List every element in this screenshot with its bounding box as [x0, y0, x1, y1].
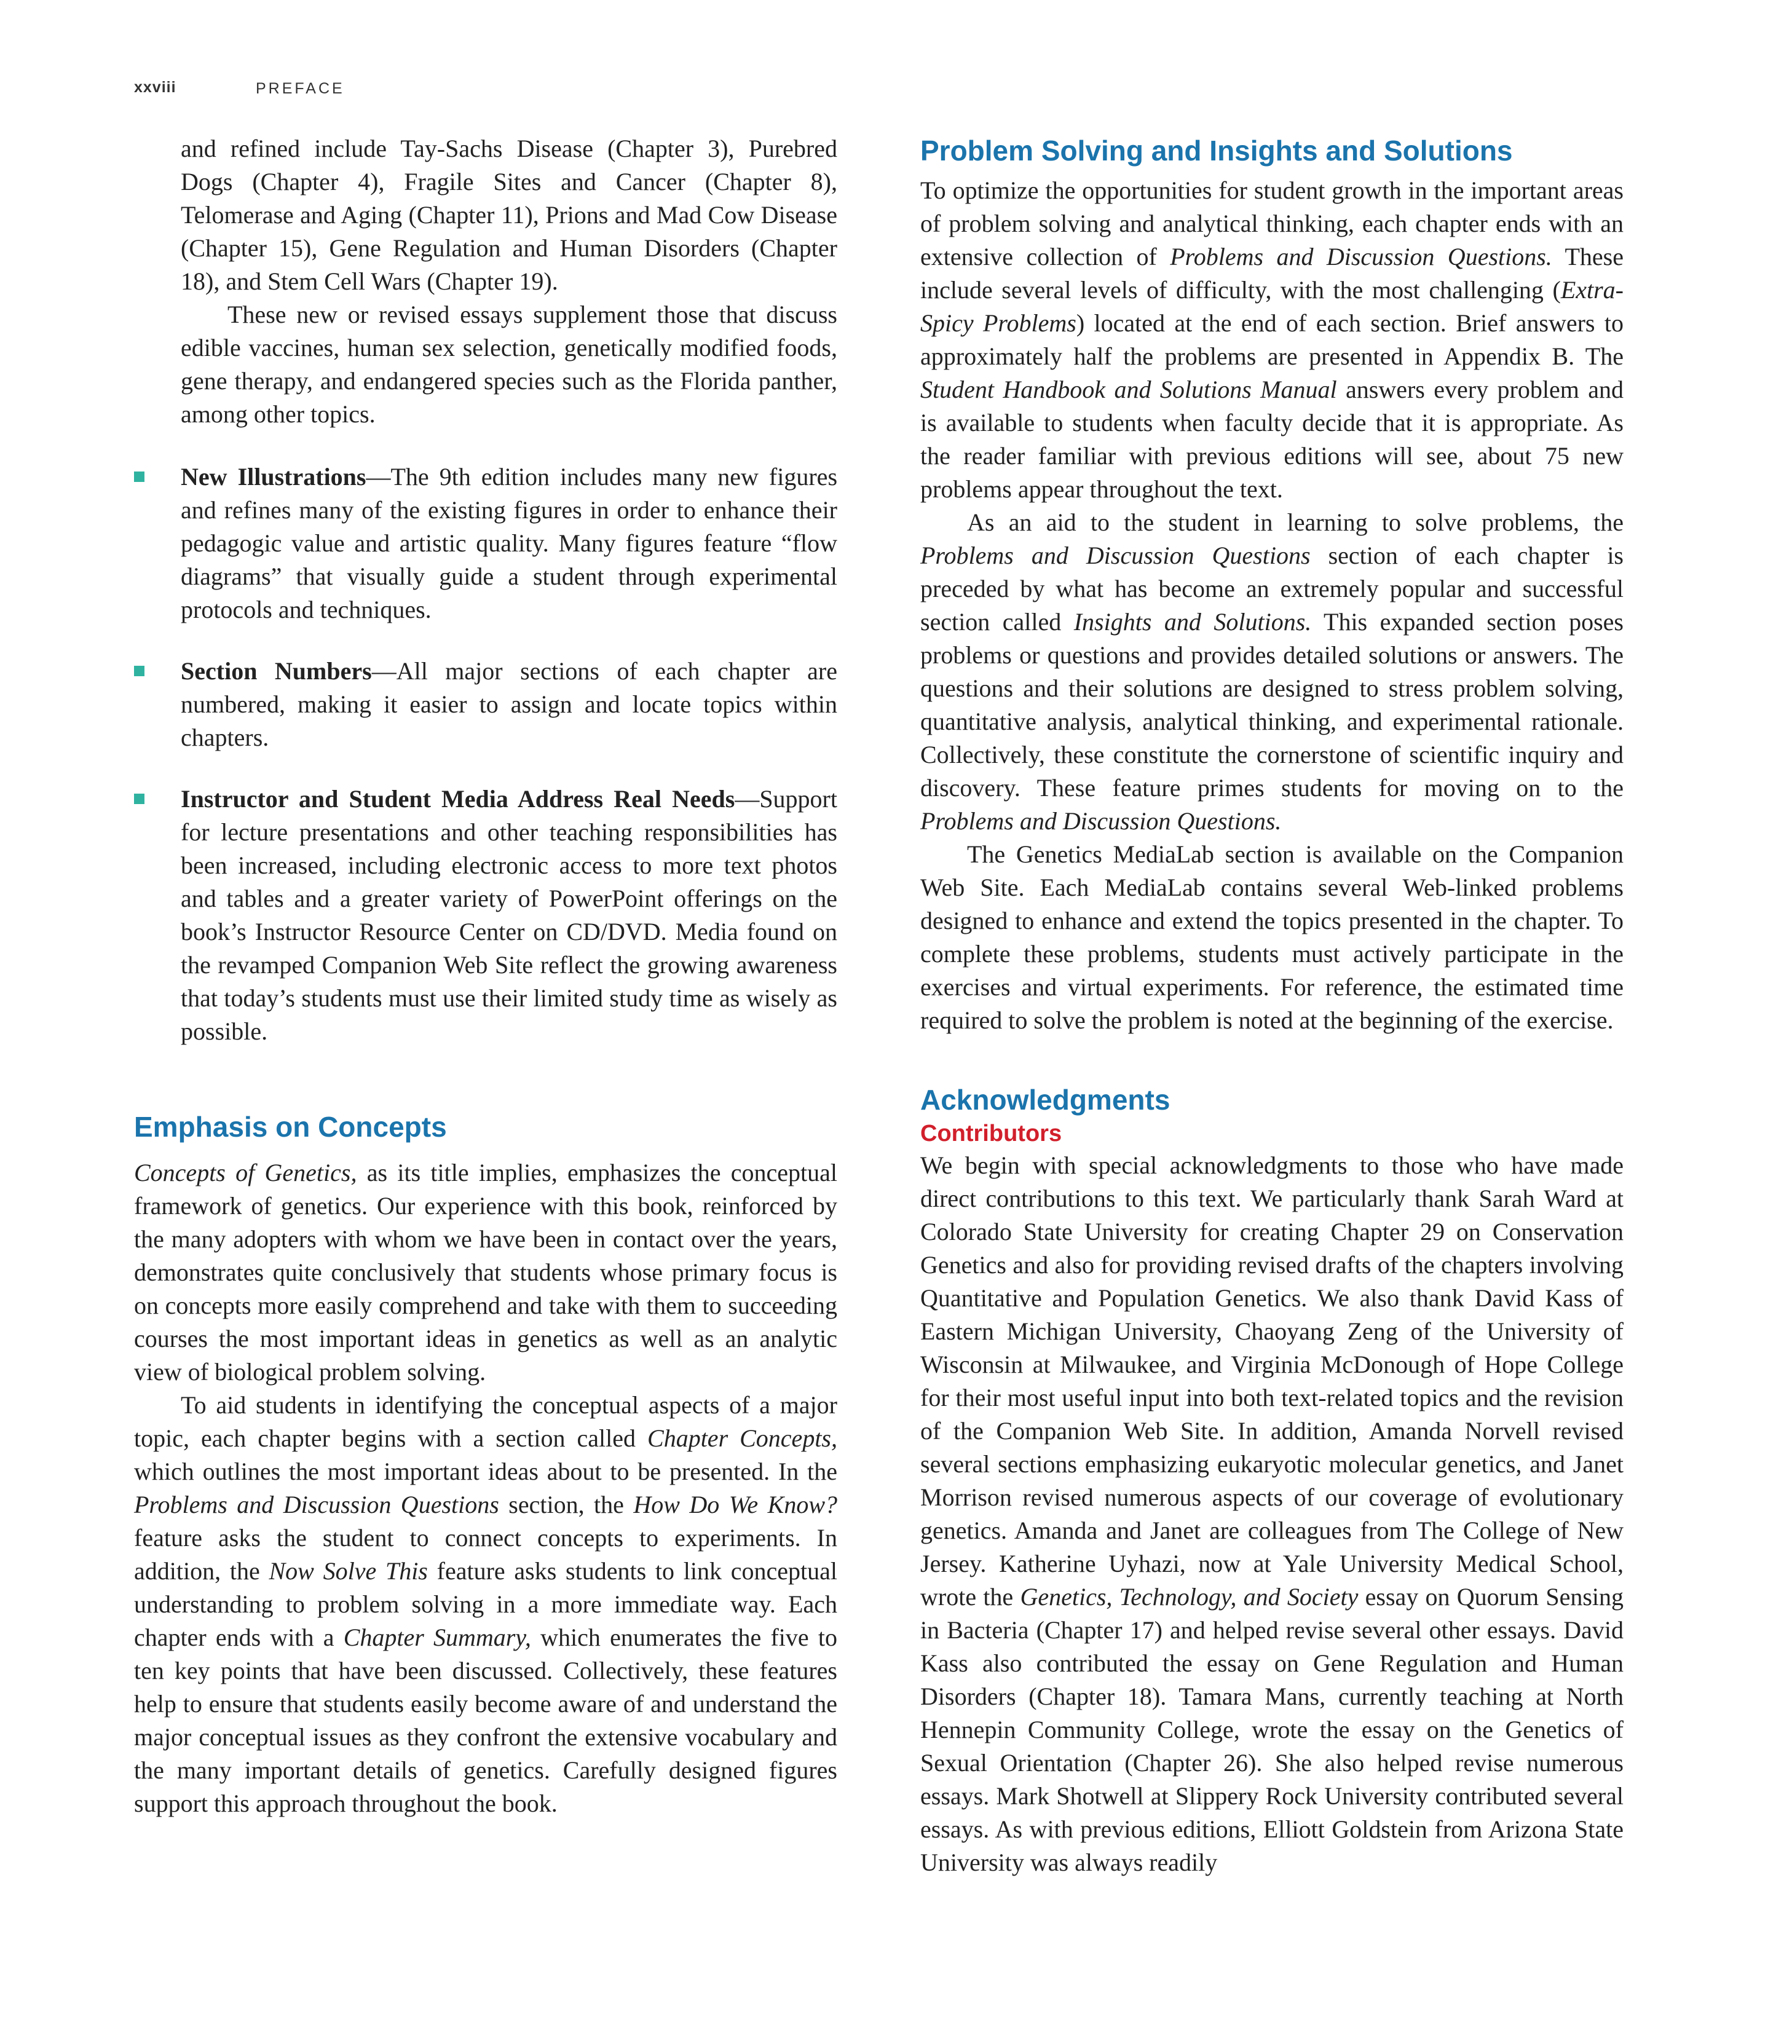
emphasis-text: as its title implies, emphasizes the conceptual framework of genetics. Our experience with this book, reinforced by the many adopters with whom we have been in contact over the years, demonstrates quite conclusively that students whose primary focus is on concepts more easily comprehend and take with them to succeeding courses the most important ideas in genetics as well as an analytic view of biological problem solving.	[134, 1159, 838, 1386]
section-heading-problem-solving: Problem Solving and Insights and Solutions	[920, 135, 1513, 167]
emphasis-paragraph-2	[134, 1389, 837, 1820]
problem-text: section of each chapter is preceded by what has become an extremely popular and successful section called	[920, 542, 1624, 636]
emphasis-paragraph-1	[134, 1156, 837, 1389]
emphasis-italic: Chapter Summary,	[343, 1624, 531, 1651]
emphasis-italic: How Do We Know?	[633, 1491, 838, 1518]
emphasis-text: which outlines the most important ideas about to be presented. In the	[134, 1458, 837, 1485]
right-column	[920, 132, 1624, 1879]
emphasis-text: feature asks students to link conceptual understanding to problem solving in a more immediate way. Each chapter ends with a	[134, 1557, 837, 1651]
bullet-text: —Support for lecture presentations and other teaching responsibilities has been increased, including electronic access to more text photos and tables and a greater variety of PowerPoint offerings on the book’s Instructor Resource Center on CD/DVD. Media found on the revamped Companion Web Site reflect the growing awareness that today’s students must use their limited study time as wisely as possible.	[181, 785, 837, 1045]
problem-paragraph-1	[920, 174, 1624, 506]
page-header	[134, 79, 345, 97]
emphasis-text: section, the	[499, 1491, 634, 1518]
feature-list	[134, 460, 837, 1048]
problem-text: As an aid to the student in learning to solve problems, the	[967, 508, 1624, 536]
emphasis-italic: Now Solve This	[269, 1557, 428, 1585]
bullet-lead: New Illustrations	[181, 463, 366, 491]
problem-italic: Insights and Solutions.	[1073, 608, 1312, 636]
problem-paragraph-3: The Genetics MediaLab section is available on the Companion Web Site. Each MediaLab contains several Web-linked problems designed to enhance and extend the topics presented in the chapter. To complete these problems, students must actively participate in the exercises and virtual experiments. For reference, the estimated time required to solve the problem is noted at the beginning of the exercise.	[920, 840, 1624, 1034]
list-item	[134, 460, 837, 626]
bullet-lead: Instructor and Student Media Address Real Needs	[181, 785, 735, 813]
bullet-text: —The 9th edition includes many new figures and refines many of the existing figures in order to enhance their pedagogic value and artistic quality. Many figures feature “flow diagrams” that visually guide a student through experimental protocols and techniques.	[181, 463, 838, 623]
problem-italic: Problems and Discussion Questions.	[1170, 243, 1552, 270]
contributors-italic: Genetics, Technology, and Society	[1020, 1583, 1359, 1611]
list-item	[134, 783, 837, 1048]
problem-paragraph-2	[920, 506, 1624, 838]
problem-italic: Problems and Discussion Questions	[920, 542, 1311, 569]
emphasis-text: feature asks the student to connect concepts to experiments. In addition, the	[134, 1524, 837, 1585]
emphasis-italic: Problems and Discussion Questions	[134, 1491, 499, 1518]
square-bullet-icon	[134, 794, 144, 804]
contributors-text: We begin with special acknowledgments to those who have made direct contributions to this text. We particularly thank Sarah Ward at Colorado State University for creating Chapter 29 on Conservation Genetics and also for providing revised drafts of the chapters involving Quantitative and Population Genetics. We also thank David Kass of Eastern Michigan University, Chaoyang Zeng of the University of Wisconsin at Milwaukee, and Virginia McDonough of Hope College for their most useful input into both text-related topics and the revision of the Companion Web Site. In addition, Amanda Norvell revised several sections emphasizing eukaryotic molecular genetics, and Janet Morrison revised numerous aspects of our coverage of evolutionary genetics. Amanda and Janet are colleagues from The College of New Jersey. Katherine Uyhazi, now at Yale University Medical School, wrote the	[920, 1151, 1624, 1611]
problem-italic: Extra-Spicy Problems	[920, 276, 1624, 337]
problem-italic: Problems and Discussion Questions.	[920, 807, 1282, 835]
problem-text: ) located at the end of each section. Brief answers to approximately half the problems are presented in Appendix B. The	[920, 309, 1624, 370]
emphasis-text: To aid students in identifying the conceptual aspects of a major topic, each chapter begins with a section called	[134, 1391, 837, 1452]
contributors-paragraph	[920, 1149, 1624, 1879]
emphasis-italic: Chapter Concepts,	[647, 1424, 837, 1452]
subsection-heading-contributors: Contributors	[920, 1121, 1062, 1146]
problem-text: To optimize the opportunities for student growth in the important areas of problem solving and analytical thinking, each chapter ends with an extensive collection of	[920, 176, 1624, 270]
running-head: PREFACE	[256, 80, 345, 97]
section-heading-acknowledgments: Acknowledgments	[920, 1084, 1170, 1116]
problem-text: This expanded section poses problems or questions and provides detailed solutions or answers. The questions and their solutions are designed to stress problem solving, quantitative analysis, analytical thinking, and experimental rationale. Collectively, these constitute the cornerstone of scientific inquiry and discovery. These feature primes students for moving on to the	[920, 608, 1624, 802]
problem-italic: Student Handbook and Solutions Manual	[920, 376, 1337, 403]
contributors-text: essay on Quorum Sensing in Bacteria (Chapter 17) and helped revise several other essays. David Kass also contributed the essay on Gene Regulation and Human Disorders (Chapter 18). Tamara Mans, currently teaching at North Hennepin Community College, wrote the essay on the Genetics of Sexual Orientation (Chapter 26). She also helped revise numerous essays. Mark Shotwell at Slippery Rock University contributed several essays. As with previous editions, Elliott Goldstein from Arizona State University was always readily	[920, 1583, 1624, 1876]
emphasis-text: which enumerates the five to ten key points that have been discussed. Collectively, these features help to ensure that students easily become aware of and understand the major conceptual issues as they confront the extensive vocabulary and the many important details of genetics. Carefully designed figures support this approach throughout the book.	[134, 1624, 837, 1817]
square-bullet-icon	[134, 666, 144, 676]
continued-paragraph-2: These new or revised essays supplement those that discuss edible vaccines, human sex selection, genetically modified foods, gene therapy, and endangered species such as the Florida panther, among other topics.	[181, 301, 837, 428]
bullet-lead: Section Numbers	[181, 657, 372, 685]
square-bullet-icon	[134, 472, 144, 482]
left-column	[134, 132, 837, 1820]
page-number: xxviii	[134, 79, 176, 96]
section-heading-emphasis: Emphasis on Concepts	[134, 1111, 447, 1143]
problem-text: answers every problem and is available to students when faculty decide that it is appropriate. As the reader familiar with previous editions will see, about 75 new problems appear throughout the text.	[920, 376, 1624, 503]
continued-paragraph: and refined include Tay-Sachs Disease (Chapter 3), Purebred Dogs (Chapter 4), Fragile Sites and Cancer (Chapter 8), Telomerase and Aging (Chapter 11), Prions and Mad Cow Disease (Chapter 15), Gene Regulation and Human Disorders (Chapter 18), and Stem Cell Wars (Chapter 19).	[181, 135, 837, 295]
bullet-text: —All major sections of each chapter are numbered, making it easier to assign and locate topics within chapters.	[181, 657, 837, 751]
problem-text: These include several levels of difficulty, with the most challenging (	[920, 243, 1624, 304]
list-item	[134, 655, 837, 754]
emphasis-italic: Concepts of Genetics,	[134, 1159, 357, 1186]
